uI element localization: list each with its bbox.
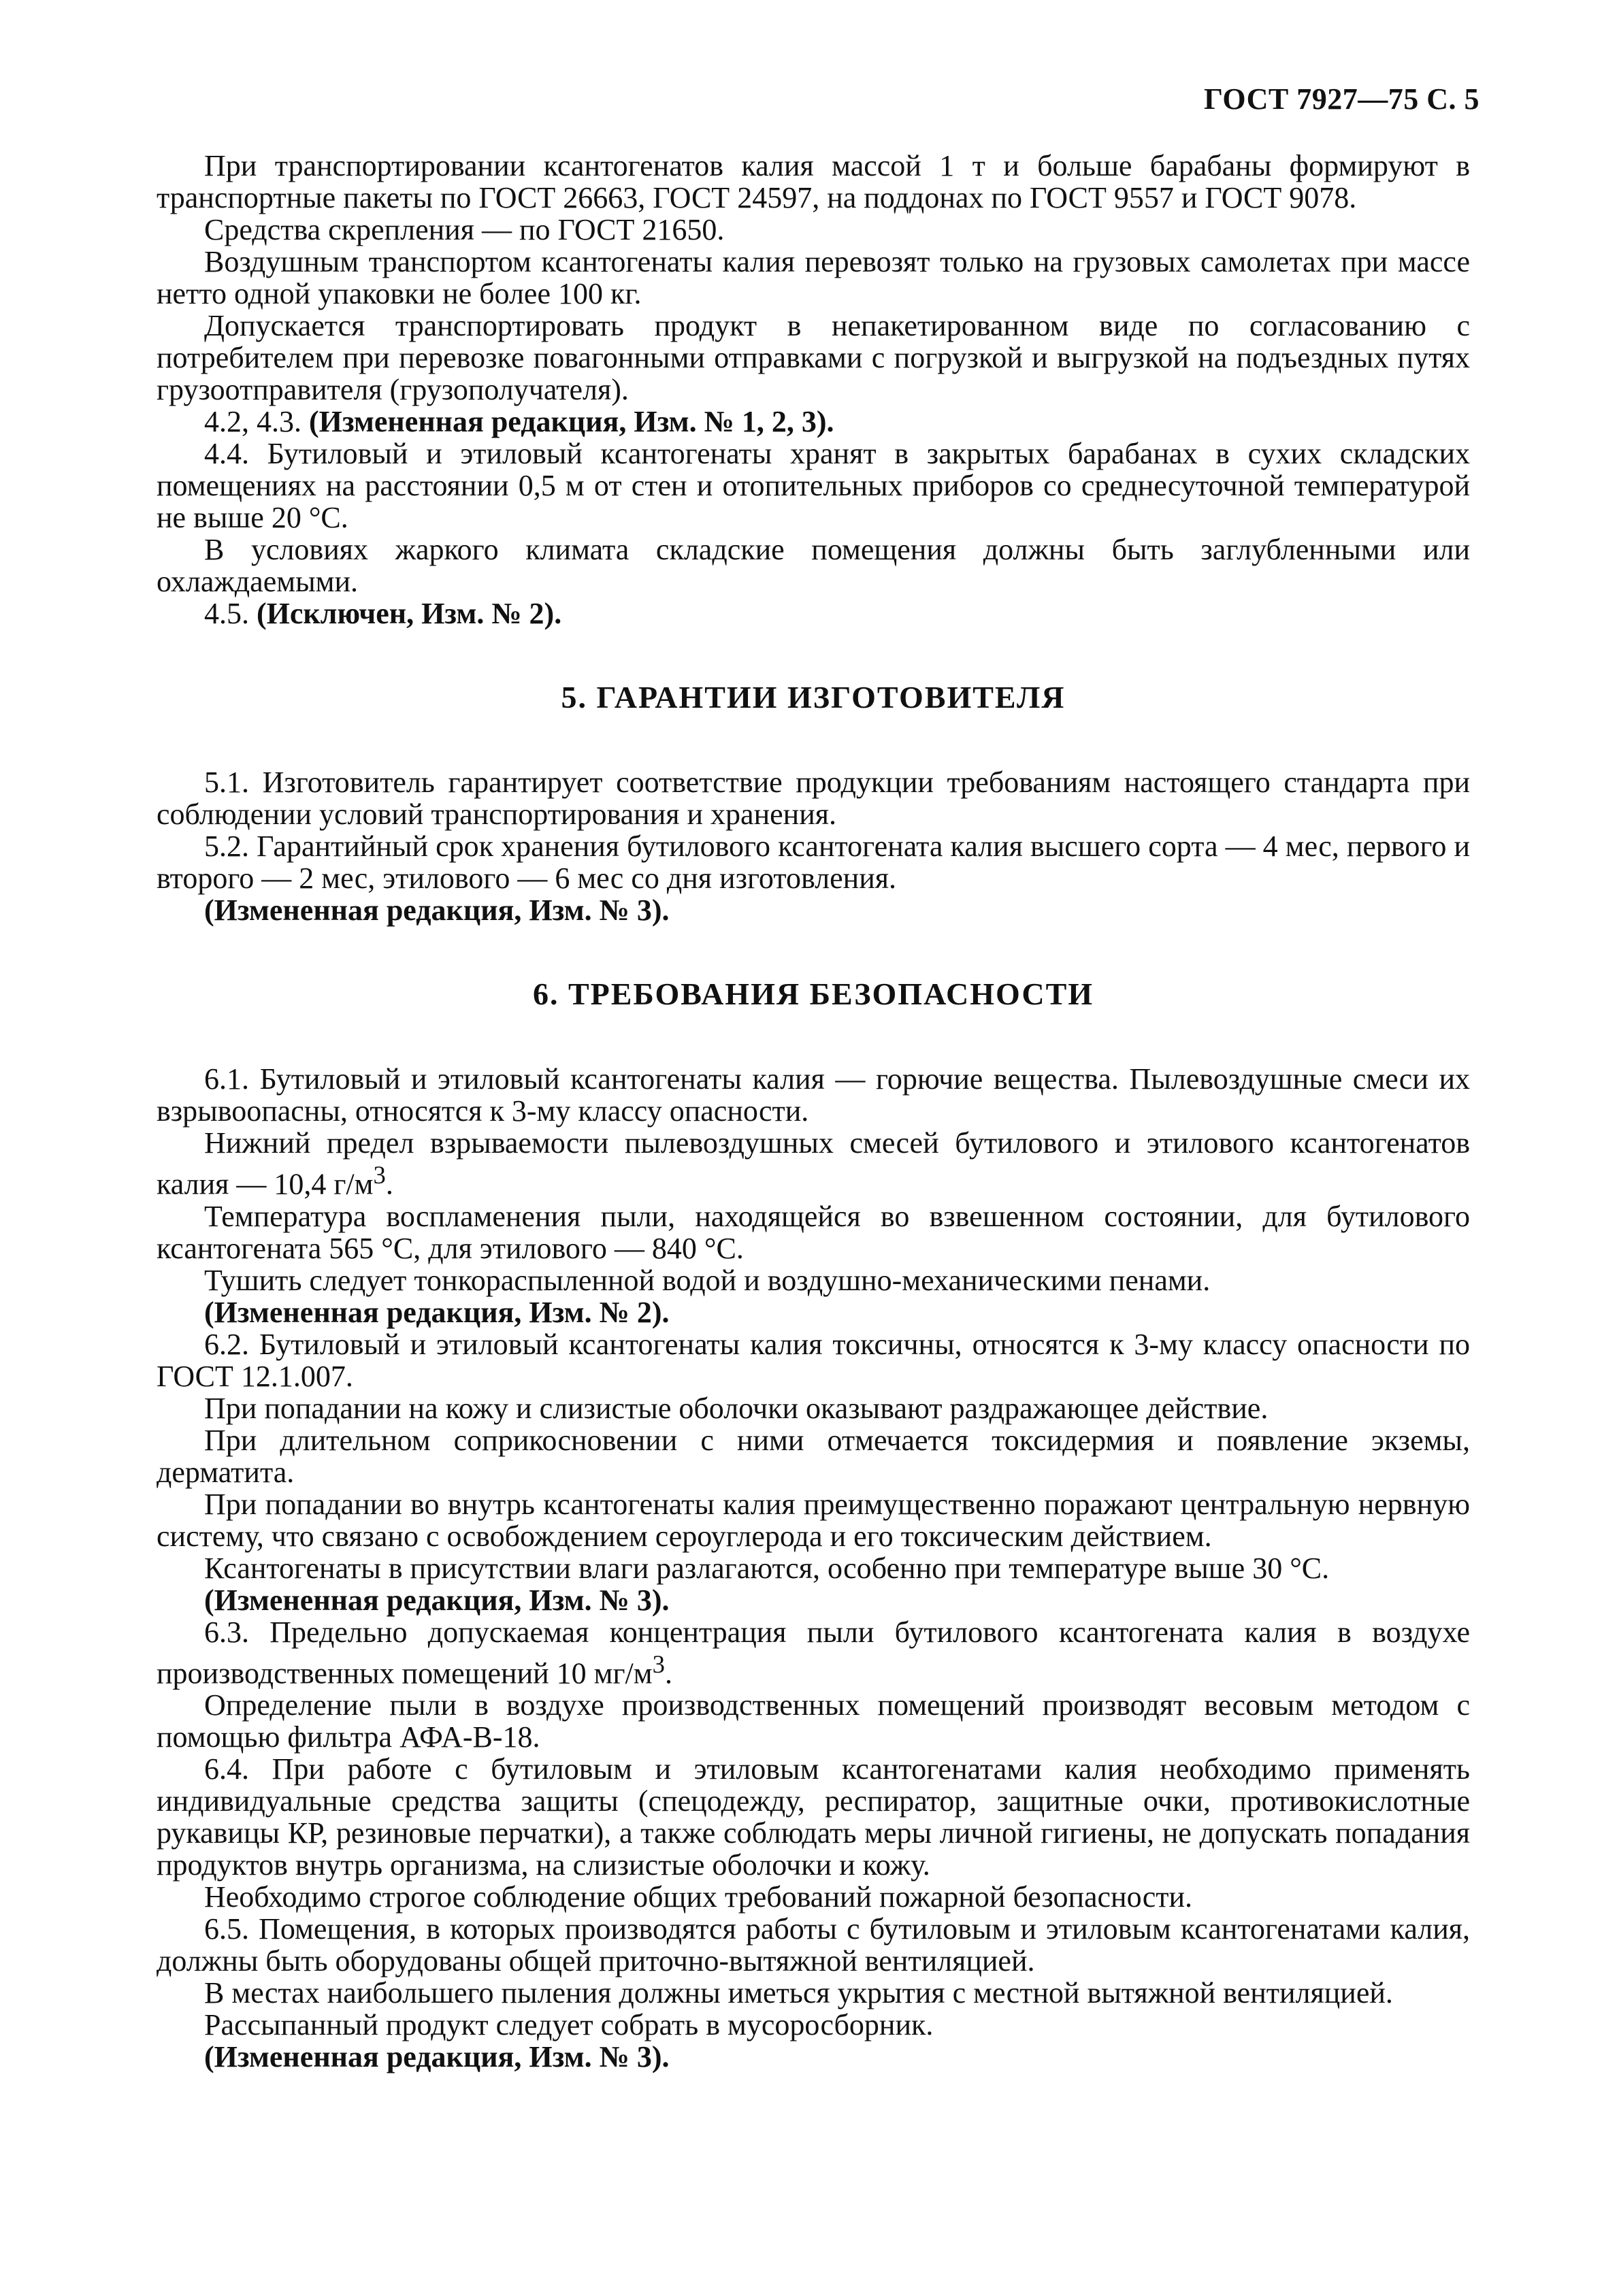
paragraph: Рассыпанный продукт следует собрать в мусоросборник. [204,2008,934,2042]
paragraph [157,1616,1470,1690]
paragraph: Необходимо строгое соблюдение общих требований пожарной безопасности. [204,1880,1192,1914]
paragraph: 4.4. Бутиловый и этиловый ксантогенаты хранят в закрытых барабанах в сухих складских помещениях на расстоянии 0,5 м от стен и отопительных приборов со среднесуточной температурой не выше 20 °С. [157,437,1470,534]
paragraph: Допускается транспортировать продукт в непакетированном виде по согласованию с потребителем при перевозке повагонными отправками с погрузкой и выгрузкой на подъездных путях грузоотправителя (грузополучателя). [157,309,1470,406]
amendment-note: (Измененная редакция, Изм. № 3). [204,893,670,927]
paragraph: 5.2. Гарантийный срок хранения бутилового ксантогената калия высшего сорта — 4 мес, первого и второго — 2 мес, этилового — 6 мес со дня изготовления. [157,830,1470,895]
paragraph: При попадании на кожу и слизистые оболочки оказывают раздражающее действие. [204,1391,1269,1425]
paragraph: 6.2. Бутиловый и этиловый ксантогенаты калия токсичны, относятся к 3-му классу опасности по ГОСТ 12.1.007. [157,1327,1470,1393]
paragraph: Воздушным транспортом ксантогенаты калия перевозят только на грузовых самолетах при массе нетто одной упаковки не более 100 кг. [157,245,1470,310]
paragraph: Определение пыли в воздухе производственных помещений производят весовым методом с помощью фильтра АФА-В-18. [157,1688,1470,1754]
paragraph: 5.1. Изготовитель гарантирует соответствие продукции требованиям настоящего стандарта при соблюдении условий транспортирования и хранения. [157,766,1470,831]
paragraph: Тушить следует тонкораспыленной водой и воздушно-механическими пенами. [204,1263,1211,1297]
paragraph-text: 6.3. Предельно допускаемая концентрация пыли бутилового ксантогената калия в воздухе производственных помещений 10 мг/м [157,1615,1470,1690]
paragraph: В местах наибольшего пыления должны иметься укрытия с местной вытяжной вентиляцией. [204,1976,1393,2010]
paragraph: 6.4. При работе с бутиловым и этиловым ксантогенатами калия необходимо применять индивидуальные средства защиты (спецодежду, респиратор, защитные очки, противокислотные рукавицы КР, резиновые перчатки), а также соблюдать меры личной гигиены, не допускать попадания продуктов внутрь организма, на слизистые оболочки и кожу. [157,1752,1470,1882]
paragraph: При попадании во внутрь ксантогенаты калия преимущественно поражают центральную нервную систему, что связано с освобождением сероуглерода и его токсическим действием. [157,1487,1470,1553]
amendment-note: (Измененная редакция, Изм. № 3). [204,2040,670,2074]
document-body [157,150,1470,2073]
paragraph: При длительном соприкосновении с ними отмечается токсидермия и появление экземы, дерматита. [157,1423,1470,1489]
paragraph: Средства скрепления — по ГОСТ 21650. [204,213,725,246]
superscript: 3 [373,1161,386,1189]
paragraph-text: Нижний предел взрываемости пылевоздушных смесей бутилового и этилового ксантогенатов калия — 10,4 г/м [157,1126,1470,1201]
paragraph-end: . [385,1167,393,1201]
section-heading-5: 5. ГАРАНТИИ ИЗГОТОВИТЕЛЯ [561,680,1066,715]
amendment-note [157,597,1470,629]
amendment-text: (Измененная редакция, Изм. № 1, 2, 3). [309,405,834,438]
running-header: ГОСТ 7927—75 С. 5 [1203,82,1480,116]
paragraph [157,1127,1470,1200]
amendment-note: (Измененная редакция, Изм. № 3). [204,1583,670,1617]
paragraph: Ксантогенаты в присутствии влаги разлагаются, особенно при температуре выше 30 °С. [204,1551,1330,1585]
paragraph: 6.1. Бутиловый и этиловый ксантогенаты калия — горючие вещества. Пылевоздушные смеси их взрывоопасны, относятся к 3-му классу опасности. [157,1062,1470,1128]
section-heading-6: 6. ТРЕБОВАНИЯ БЕЗОПАСНОСТИ [532,977,1094,1011]
paragraph: Температура воспламенения пыли, находящейся во взвешенном состоянии, для бутилового ксантогената 565 °С, для этилового — 840 °С. [157,1199,1470,1265]
paragraph-end: . [664,1656,672,1690]
amendment-note [157,406,1470,438]
clause-number: 4.2, 4.3. [204,405,301,438]
paragraph: При транспортировании ксантогенатов калия массой 1 т и больше барабаны формируют в транспортные пакеты по ГОСТ 26663, ГОСТ 24597, на поддонах по ГОСТ 9557 и ГОСТ 9078. [157,149,1470,214]
paragraph: В условиях жаркого климата складские помещения должны быть заглубленными или охлаждаемыми. [157,533,1470,598]
amendment-note: (Измененная редакция, Изм. № 2). [204,1295,670,1329]
amendment-text: (Исключен, Изм. № 2). [257,597,562,630]
clause-number: 4.5. [204,597,249,630]
superscript: 3 [652,1650,665,1678]
paragraph: 6.5. Помещения, в которых производятся работы с бутиловым и этиловым ксантогенатами калия, должны быть оборудованы общей приточно-вытяжной вентиляцией. [157,1912,1470,1978]
